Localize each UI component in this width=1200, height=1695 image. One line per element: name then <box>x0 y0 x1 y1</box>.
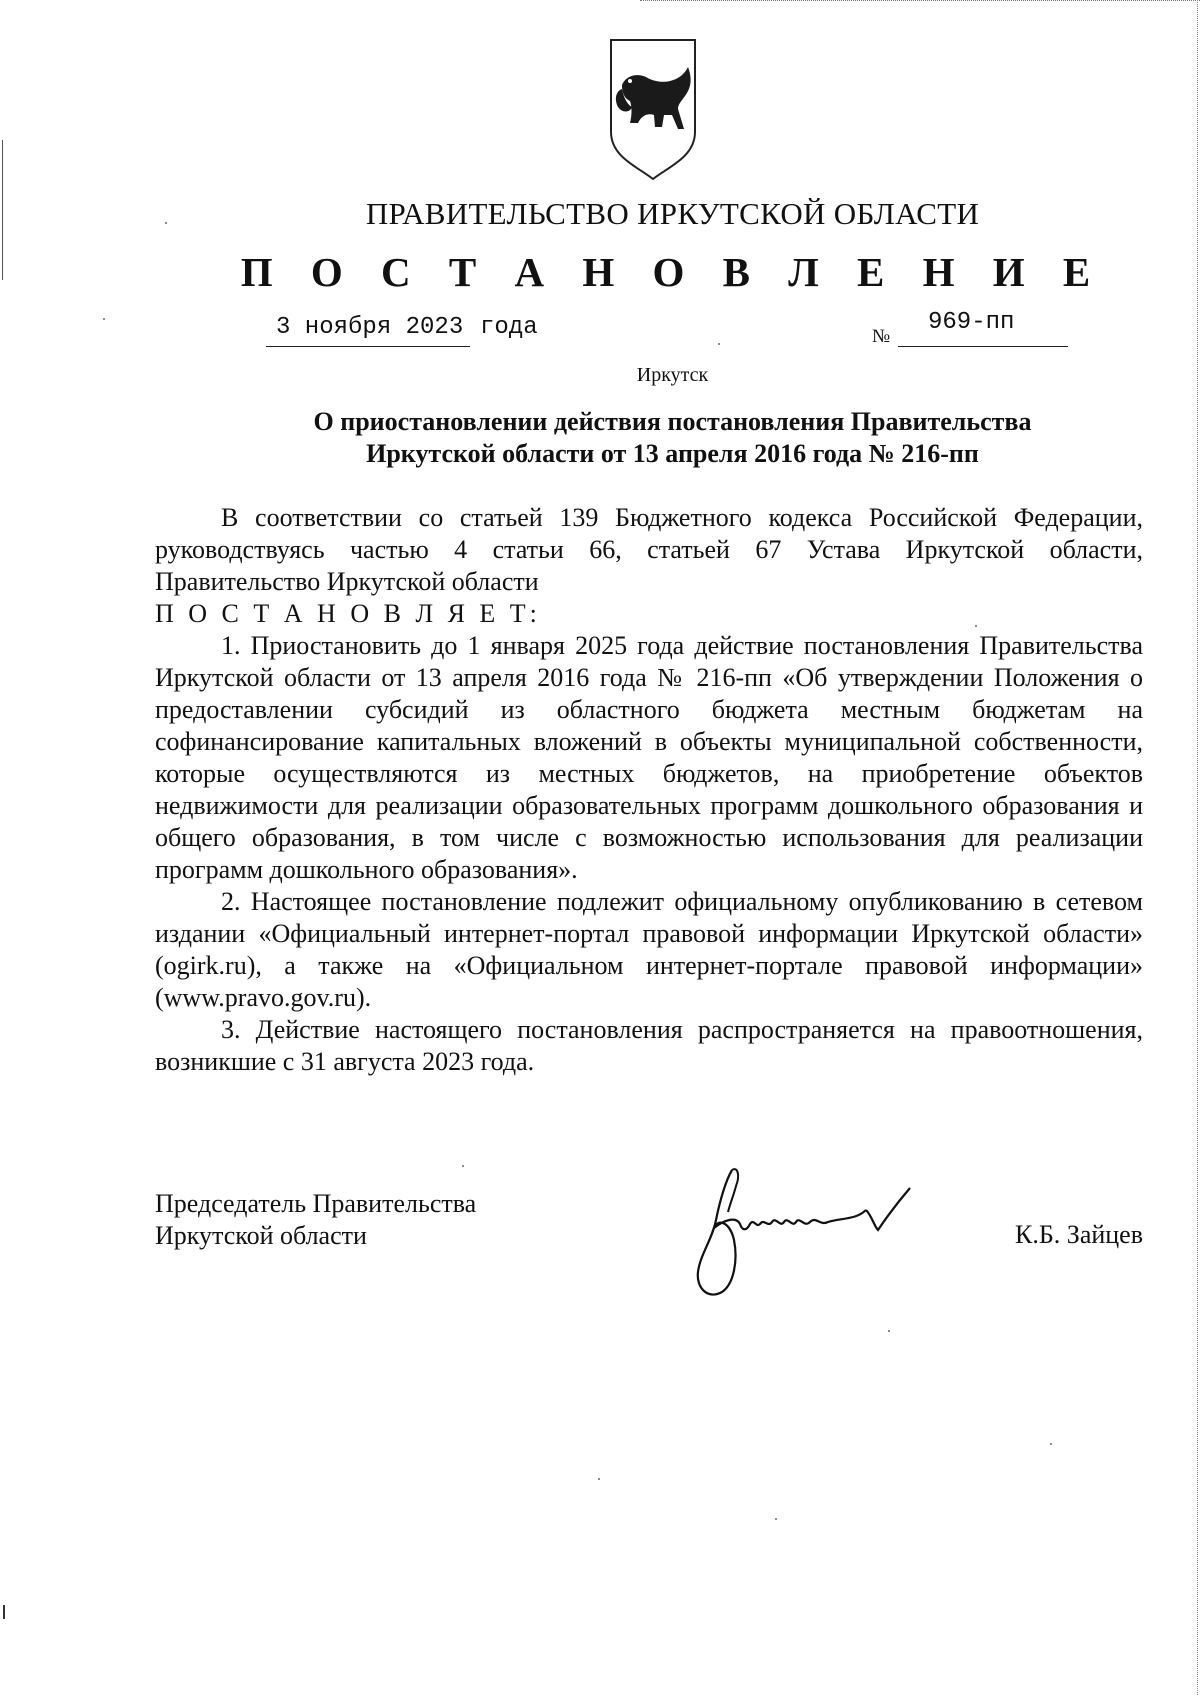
signatory-position <box>155 1188 476 1252</box>
document-type-heading: П О С Т А Н О В Л Е Н И Е <box>240 249 1105 295</box>
scan-edge-top <box>640 0 1200 1</box>
preamble-paragraph: В соответствии со статьей 139 Бюджетного кодекса Российской Федерации, руководствуясь частью 4 статьи 66, статьей 67 Устава Иркутской области, Правительство Иркутской области <box>155 503 1143 596</box>
irkutsk-coat-of-arms-icon <box>608 37 698 182</box>
scan-mark <box>3 1605 5 1619</box>
scan-speck <box>775 1518 777 1520</box>
position-line: Иркутской области <box>155 1221 367 1250</box>
date-field <box>266 312 470 347</box>
government-name: ПРАВИТЕЛЬСТВО ИРКУТСКОЙ ОБЛАСТИ <box>365 196 980 231</box>
scan-speck <box>103 318 105 320</box>
decree-word: П О С Т А Н О В Л Я Е Т: <box>155 599 541 628</box>
scan-speck <box>718 343 720 345</box>
scan-speck <box>888 1330 890 1332</box>
position-line: Председатель Правительства <box>155 1189 477 1218</box>
city: Иркутск <box>636 364 709 386</box>
number-sign: № <box>872 326 891 347</box>
scan-speck <box>1050 1443 1052 1445</box>
signatory-name: К.Б. Зайцев <box>1015 1220 1143 1249</box>
handwritten-signature-icon <box>690 1160 940 1310</box>
title-line: О приостановлении действия постановления Правительства <box>313 407 1032 436</box>
document-title <box>160 406 1185 470</box>
date-suffix: года <box>480 314 538 341</box>
document-body <box>155 502 1143 1078</box>
scan-speck <box>462 1165 464 1167</box>
document-date: 3 ноября 2023 <box>276 314 464 341</box>
document-number: 969-пп <box>928 309 1015 336</box>
number-field <box>898 309 1068 347</box>
item-paragraph: 3. Действие настоящего постановления распространяется на правоотношения, возникшие с 31 августа 2023 года. <box>155 1015 1143 1076</box>
title-line: Иркутской области от 13 апреля 2016 года № 216-пп <box>366 439 979 468</box>
item-paragraph: 1. Приостановить до 1 января 2025 года действие постановления Правительства Иркутской области от 13 апреля 2016 года № 216-пп «Об утверждении Положения о предоставлении субсидий из областного бюджета местным бюджетам на софинансирование капитальных вложений в объекты муниципальной собственности, которые осуществляются из местных бюджетов, на приобретение объектов недвижимости для реализации образовательных программ дошкольного образования и общего образования, в том числе с возможностью использования для реализации программ дошкольного образования». <box>155 631 1143 884</box>
item-paragraph: 2. Настоящее постановление подлежит официальному опубликованию в сетевом издании «Официальный интернет-портал правовой информации Иркутской области» (ogirk.ru), а также на «Официальном интернет-портале правовой информации» (www.pravo.gov.ru). <box>155 887 1143 1012</box>
scan-speck <box>598 1478 600 1480</box>
